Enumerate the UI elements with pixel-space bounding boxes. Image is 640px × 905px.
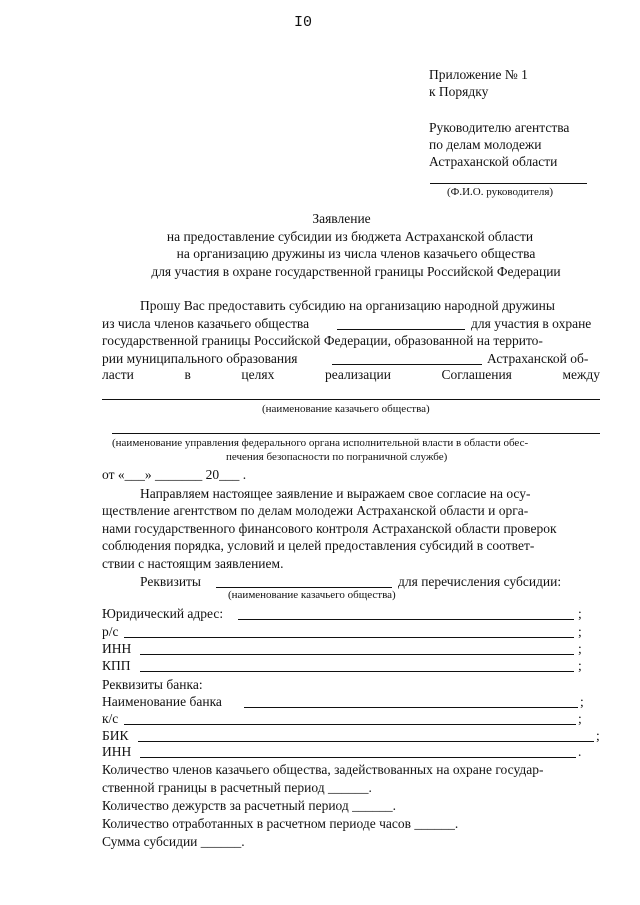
p2-line-2: ществление агентством по делам молодежи Астраханской области и орга- [102, 503, 529, 518]
page-number: I0 [294, 14, 313, 31]
word-v: в [184, 367, 191, 382]
fio-signature-line [430, 183, 587, 184]
bank-name-label: Наименование банка [102, 694, 222, 709]
p1-line-4a: рии муниципального образования [102, 351, 298, 366]
bank-inn-field [140, 757, 576, 758]
addressee-line-2: по делам молодежи [429, 137, 542, 152]
fio-caption: (Ф.И.О. руководителя) [447, 186, 554, 198]
title-line-3: на организацию дружины из числа членов казачьего общества [176, 246, 536, 261]
p2-line-3: нами государственного финансового контроля Астраханской области проверок [102, 521, 557, 536]
kpp-label: КПП [102, 658, 131, 673]
p1-line-5 [102, 367, 600, 383]
title-heading: Заявление [312, 211, 371, 226]
word-mezhdu: между [562, 367, 600, 382]
requisites-purpose: для перечисления субсидии: [398, 574, 562, 589]
subsidy-sum-line: Сумма субсидии ______. [102, 834, 245, 849]
word-oblasti: ласти [102, 367, 134, 382]
word-soglasheniya: Соглашения [441, 367, 512, 382]
caption-agency-1: (наименование управления федерального органа исполнительной власти в области обес- [112, 437, 529, 449]
requisites-label: Реквизиты [140, 574, 202, 589]
p1-line-2b: для участия в охране [471, 316, 592, 331]
appendix-label: Приложение № 1 [429, 67, 528, 82]
addressee-line-1: Руководителю агентства [429, 120, 570, 135]
rs-field [124, 637, 574, 638]
bank-name-field [244, 707, 578, 708]
date-line: от «___» _______ 20___ . [102, 467, 247, 482]
rs-end: ; [578, 624, 582, 639]
society-name-blank [337, 329, 465, 330]
p2-line-4: соблюдения порядка, условий и целей предоставления субсидий в соответ- [102, 538, 535, 553]
word-realizatsii: реализации [324, 367, 391, 382]
municipality-blank [332, 364, 482, 365]
bik-field [138, 741, 594, 742]
caption-society-2: (наименование казачьего общества) [228, 589, 396, 601]
legal-address-end: ; [578, 606, 582, 621]
legal-address-label: Юридический адрес: [102, 606, 224, 621]
society-name-line [102, 399, 600, 400]
hours-line: Количество отработанных в расчетном периоде часов ______. [102, 816, 459, 831]
bank-requisites-heading: Реквизиты банка: [102, 677, 203, 692]
addressee-line-3: Астраханской области [429, 154, 558, 169]
kpp-field [140, 671, 574, 672]
kpp-end: ; [578, 658, 582, 673]
ks-field [124, 724, 576, 725]
p1-line-1: Прошу Вас предоставить субсидию на организацию народной дружины [140, 298, 555, 313]
p1-line-4b: Астраханской об- [487, 351, 589, 366]
legal-address-field [238, 619, 574, 620]
duties-line: Количество дежурств за расчетный период ______. [102, 798, 397, 813]
order-label: к Порядку [429, 84, 489, 99]
members-line-1: Количество членов казачьего общества, задействованных на охране государ- [102, 762, 544, 777]
p2-line-1: Направляем настоящее заявление и выражаем свое согласие на осу- [140, 486, 531, 501]
inn-end: ; [578, 641, 582, 656]
agency-name-line [112, 433, 600, 434]
caption-society: (наименование казачьего общества) [262, 403, 430, 415]
bank-inn-label: ИНН [102, 744, 132, 759]
title-line-2: на предоставление субсидии из бюджета Астраханской области [166, 229, 534, 244]
p1-line-3: государственной границы Российской Федерации, образованной на террито- [102, 333, 543, 348]
p1-line-2a: из числа членов казачьего общества [102, 316, 310, 331]
bik-end: ; [596, 728, 600, 743]
title-line-4: для участия в охране государственной границы Российской Федерации [151, 264, 561, 279]
p2-line-5: ствии с настоящим заявлением. [102, 556, 284, 571]
ks-end: ; [578, 711, 582, 726]
bank-name-end: ; [580, 694, 584, 709]
bank-inn-end: . [578, 744, 582, 759]
members-line-2: ственной границы в расчетный период ______. [102, 780, 372, 795]
inn-field [140, 654, 574, 655]
bik-label: БИК [102, 728, 129, 743]
ks-label: к/с [102, 711, 119, 726]
rs-label: р/с [102, 624, 119, 639]
caption-agency-2: печения безопасности по пограничной службе) [226, 451, 448, 463]
word-tselyakh: целях [241, 367, 275, 382]
inn-label: ИНН [102, 641, 132, 656]
requisites-society-blank [216, 587, 392, 588]
